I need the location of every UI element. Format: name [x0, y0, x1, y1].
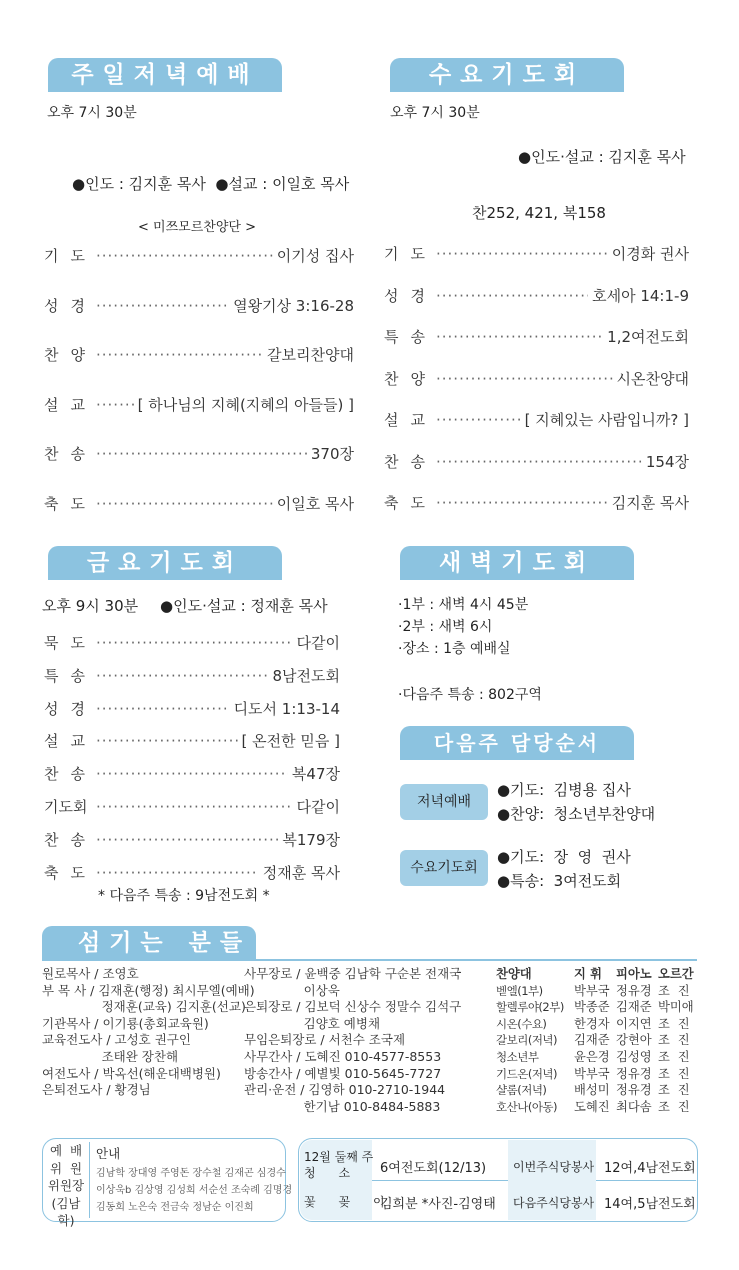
kitchen-next-value: 14여,5남전도회: [604, 1197, 696, 1212]
leader-dots: [96, 495, 273, 513]
servant-line: 은퇴전도사 / 황경님: [42, 1082, 151, 1098]
choir-cell: 기드온(저녁): [496, 1066, 558, 1081]
wednesday-order-row: [384, 409, 689, 430]
choir-cell: 정유경: [616, 1083, 652, 1098]
leader-dots: [436, 245, 608, 263]
friday-order-row: [44, 829, 340, 850]
friday-order-value: 다같이: [296, 798, 340, 816]
sunday-order-value: 이일호 목사: [276, 494, 354, 513]
choir-cell: 샬롬(저녁): [496, 1083, 547, 1098]
sunday-order-row: [44, 245, 354, 266]
friday-order-row: [44, 665, 340, 686]
dawn-title: 새벽기도회: [400, 546, 634, 580]
wednesday-order-value: 호세아 14:1-9: [592, 286, 689, 305]
wednesday-leaders: ●인도·설교 : 김지훈 목사: [518, 148, 686, 166]
choir-row: [496, 1082, 702, 1099]
choir-header-cell: 지 휘: [574, 967, 603, 981]
choir-cell: 최다솜: [616, 1099, 652, 1114]
sunday-order-value: [ 하나님의 지혜(지혜의 아들들) ]: [137, 395, 354, 414]
wednesday-order-label: 성경: [384, 286, 437, 305]
sunday-choir-note: < 미쯔모르찬양단 >: [138, 220, 256, 235]
friday-order-value: 8남전도회: [272, 666, 340, 685]
sunday-order-row: [44, 344, 354, 365]
sunday-order-row: [44, 493, 354, 514]
leader-dots: [96, 864, 259, 882]
wednesday-order-label: 축도: [384, 494, 437, 512]
servants-title: 섬기는 분들: [42, 926, 256, 960]
flower-label-b: 꽃 꽂 이: [304, 1195, 385, 1209]
sunday-order-value: 이기성 집사: [276, 247, 354, 265]
sunday-order-value: 열왕기상 3:16-28: [233, 296, 354, 315]
friday-title: 금요기도회: [48, 546, 282, 580]
sunday-order-label: 성경: [44, 296, 97, 315]
choir-cell: 조 진: [658, 1049, 690, 1064]
choir-row: [496, 999, 702, 1016]
servant-line: 무임은퇴장로 / 서천수 조국제: [244, 1032, 406, 1048]
next-evening-tag: 저녁예배: [400, 784, 488, 820]
wednesday-title: 수요기도회: [390, 58, 624, 92]
dawn-line-3: ·장소 : 1층 예배실: [398, 641, 511, 657]
choir-row: [496, 983, 702, 1000]
leader-dots: [96, 700, 230, 718]
choir-header-cell: 찬양대: [496, 967, 532, 981]
friday-order-label: 축도: [44, 863, 97, 882]
choir-cell: 조 진: [658, 1016, 690, 1031]
friday-leaders: ●인도·설교 : 정재훈 목사: [160, 597, 328, 615]
dawn-next: ·다음주 특송 : 802구역: [398, 687, 542, 703]
next-evening-line-1: ●기도: 김병용 집사: [497, 781, 631, 799]
friday-order-label: 찬송: [44, 830, 97, 849]
friday-order-label: 묵도: [44, 634, 97, 652]
leader-dots: [436, 287, 588, 305]
friday-note: * 다음주 특송 : 9남전도회 *: [98, 888, 270, 904]
choir-cell: 조 진: [658, 1033, 690, 1048]
sunday-order-row: [44, 295, 354, 316]
leader-dots: [96, 297, 229, 315]
leader-dots: [96, 732, 238, 750]
sunday-order-label: 설교: [44, 395, 97, 414]
leader-dots: [96, 634, 293, 652]
wednesday-order-value: [ 지혜있는 사람입니까? ]: [524, 411, 689, 429]
leader-dots: [96, 831, 278, 849]
choir-cell: 이지연: [616, 1016, 652, 1031]
friday-order-row: [44, 698, 340, 719]
friday-order-value: 복179장: [282, 830, 340, 849]
next-evening-line-2: ●찬양: 청소년부찬양대: [497, 805, 656, 823]
choir-row: [496, 1016, 702, 1033]
friday-order-label: 기도회: [44, 798, 88, 816]
friday-order-value: 디도서 1:13-14: [233, 699, 340, 718]
sunday-leaders: ●인도 : 김지훈 목사 ●설교 : 이일호 목사: [72, 175, 350, 193]
leader-dots: [96, 667, 268, 685]
duty-separator: [372, 1180, 508, 1181]
kitchen-next-label: 다음주식당봉사: [513, 1196, 595, 1210]
leader-dots: [96, 396, 134, 414]
next-week-title: 다음주 담당순서: [400, 726, 634, 760]
sunday-order-label: 찬양: [44, 346, 97, 364]
choir-row: [496, 1099, 702, 1116]
friday-order-value: 정재훈 목사: [262, 863, 340, 882]
choir-cell: 조 진: [658, 1083, 690, 1098]
choir-cell: 정유경: [616, 1066, 652, 1081]
servant-line: 정재훈(교육) 김지훈(선교): [42, 999, 246, 1015]
servant-line: 사무간사 / 도혜진 010-4577-8553: [244, 1048, 442, 1064]
servant-line: 기관목사 / 이기룡(총회교육원): [42, 1015, 209, 1031]
wednesday-order-label: 설교: [384, 411, 437, 429]
choir-cell: 김재준: [574, 1033, 610, 1048]
committee-line-1: 김남학 장대영 주영돈 장수철 김재곤 심경수: [96, 1168, 286, 1179]
leader-dots: [96, 346, 263, 364]
choir-cell: 조 진: [658, 1099, 690, 1114]
wednesday-order-label: 찬송: [384, 452, 437, 471]
friday-order-row: [44, 862, 340, 883]
committee-separator: [89, 1142, 90, 1218]
wednesday-order-row: [384, 368, 689, 389]
servant-line: 조태완 장찬해: [42, 1048, 179, 1064]
sunday-order-row: [44, 443, 354, 464]
committee-line-2: 이상욱b 김상영 김성희 서순선 조숙례 김명경: [96, 1185, 293, 1196]
wednesday-order-row: [384, 243, 689, 264]
choir-cell: 박종준: [574, 1000, 610, 1015]
flower-value-a: 6여전도회(12/13): [380, 1161, 487, 1176]
friday-order-row: [44, 763, 340, 784]
next-wednesday-line-2: ●특송: 3여전도회: [497, 872, 622, 890]
dawn-line-1: ·1부 : 새벽 4시 45분: [398, 597, 529, 613]
servant-line: 한기남 010-8484-5883: [244, 1098, 441, 1114]
choir-cell: 김재준: [616, 1000, 652, 1015]
wednesday-order-value: 154장: [645, 452, 689, 471]
committee-label-2: 위 원: [49, 1160, 83, 1176]
choir-cell: 윤은경: [574, 1049, 610, 1064]
sunday-order-value: 370장: [310, 445, 354, 463]
friday-order-value: 다같이: [296, 634, 340, 652]
wednesday-order-row: [384, 492, 689, 513]
flower-value-b: 김희분 *사진-김영태: [380, 1197, 496, 1212]
friday-order-row: [44, 796, 340, 817]
choir-header-cell: 피아노: [616, 967, 652, 981]
choir-cell: 시온(수요): [496, 1016, 547, 1031]
servant-line: 교육전도사 / 고성호 권구인: [42, 1032, 191, 1048]
sunday-order-value: 갈보리찬양대: [267, 346, 354, 364]
leader-dots: [96, 445, 307, 463]
next-wednesday-tag: 수요기도회: [400, 850, 488, 886]
committee-label: [44, 1142, 88, 1230]
servant-line: 사무장로 / 윤백중 김남학 구순본 전재국: [244, 966, 462, 981]
choir-cell: 배성미: [574, 1083, 610, 1098]
choir-table: [496, 966, 702, 1115]
wednesday-order-label: 기도: [384, 245, 437, 263]
flower-week: 12월 둘째 주: [304, 1150, 374, 1164]
choir-cell: 할렐루야(2부): [496, 1000, 564, 1015]
friday-order-row: [44, 730, 340, 751]
friday-order-label: 성경: [44, 699, 97, 718]
sunday-order-label: 축도: [44, 494, 97, 513]
committee-label-1: 예 배: [49, 1143, 83, 1158]
choir-cell: 박미애: [658, 1000, 694, 1015]
servant-line: 원로목사 / 조영호: [42, 966, 139, 981]
choir-cell: 벧엘(1부): [496, 983, 543, 998]
servants-elders: [244, 966, 461, 1115]
friday-order-value: [ 온전한 믿음 ]: [241, 732, 340, 751]
next-wednesday-line-1: ●기도: 장 영 권사: [497, 848, 631, 866]
wednesday-order-value: 시온찬양대: [616, 369, 689, 388]
choir-cell: 강현아: [616, 1033, 652, 1048]
sunday-order-label: 기도: [44, 247, 97, 265]
wednesday-order-value: 1,2여전도회: [607, 328, 689, 346]
choir-header: [496, 966, 702, 983]
sunday-time: 오후 7시 30분: [47, 105, 137, 121]
choir-cell: 박부국: [574, 1066, 610, 1081]
kitchen-separator: [596, 1180, 696, 1181]
servant-line: 은퇴장로 / 김보덕 신상수 정말수 김석구: [244, 999, 462, 1015]
wednesday-order-label: 특송: [384, 328, 437, 346]
flower-label-a: 청 소: [304, 1166, 351, 1180]
servants-pastors: [42, 966, 255, 1099]
wednesday-order-row: [384, 285, 689, 306]
leader-dots: [96, 765, 288, 783]
choir-row: [496, 1049, 702, 1066]
choir-cell: 박부국: [574, 983, 610, 998]
choir-cell: 호산나(아동): [496, 1099, 558, 1114]
choir-header-cell: 오르간: [658, 967, 694, 981]
leader-dots: [436, 494, 608, 512]
servant-line: 관리·운전 / 김영하 010-2710-1944: [244, 1082, 446, 1098]
wednesday-order-row: [384, 326, 689, 347]
choir-cell: 도혜진: [574, 1099, 610, 1114]
committee-title: 안내: [96, 1146, 121, 1161]
wednesday-hymns: 찬252, 421, 복158: [472, 204, 606, 222]
choir-cell: 김성영: [616, 1049, 652, 1064]
servant-line: 방송간사 / 예별빛 010-5645-7727: [244, 1065, 442, 1081]
servants-divider: [42, 959, 697, 961]
sunday-order-row: [44, 394, 354, 415]
friday-order-row: [44, 632, 340, 653]
committee-label-4: (김남학): [51, 1195, 81, 1228]
friday-order-label: 찬송: [44, 765, 97, 784]
choir-row: [496, 1032, 702, 1049]
choir-cell: 갈보리(저녁): [496, 1033, 558, 1048]
friday-order-label: 특송: [44, 666, 97, 685]
leader-dots: [436, 370, 613, 388]
sunday-order-label: 찬송: [44, 445, 97, 463]
leader-dots: [96, 247, 273, 265]
servant-line: 이상욱: [244, 982, 340, 998]
kitchen-this-value: 12여,4남전도회: [604, 1161, 696, 1176]
servant-line: 김양호 예병채: [244, 1015, 381, 1031]
servant-line: 여전도사 / 박옥선(해운대백병원): [42, 1065, 221, 1081]
wednesday-order-label: 찬양: [384, 369, 437, 388]
choir-cell: 조 진: [658, 983, 690, 998]
friday-order-value: 복47장: [291, 765, 340, 784]
leader-dots: [436, 328, 603, 346]
choir-row: [496, 1066, 702, 1083]
committee-label-3: 위원장: [47, 1178, 85, 1193]
leader-dots: [436, 453, 642, 471]
friday-time: 오후 9시 30분: [42, 597, 139, 615]
choir-cell: 조 진: [658, 1066, 690, 1081]
choir-cell: 한경자: [574, 1016, 610, 1031]
kitchen-this-label: 이번주식당봉사: [513, 1160, 595, 1174]
wednesday-order-value: 이경화 권사: [611, 245, 689, 263]
wednesday-order-row: [384, 451, 689, 472]
leader-dots: [436, 411, 521, 429]
choir-cell: 정유경: [616, 983, 652, 998]
sunday-title: 주일저녁예배: [48, 58, 282, 92]
committee-line-3: 김동희 노은숙 전금숙 정남순 이진희: [96, 1202, 254, 1213]
servant-line: 부 목 사 / 김재훈(행정) 최시무엘(예배): [42, 982, 255, 998]
wednesday-time: 오후 7시 30분: [390, 105, 480, 121]
choir-cell: 청소년부: [496, 1049, 539, 1064]
dawn-line-2: ·2부 : 새벽 6시: [398, 619, 493, 635]
leader-dots: [96, 798, 293, 816]
friday-order-label: 설교: [44, 732, 97, 751]
wednesday-order-value: 김지훈 목사: [611, 494, 689, 512]
